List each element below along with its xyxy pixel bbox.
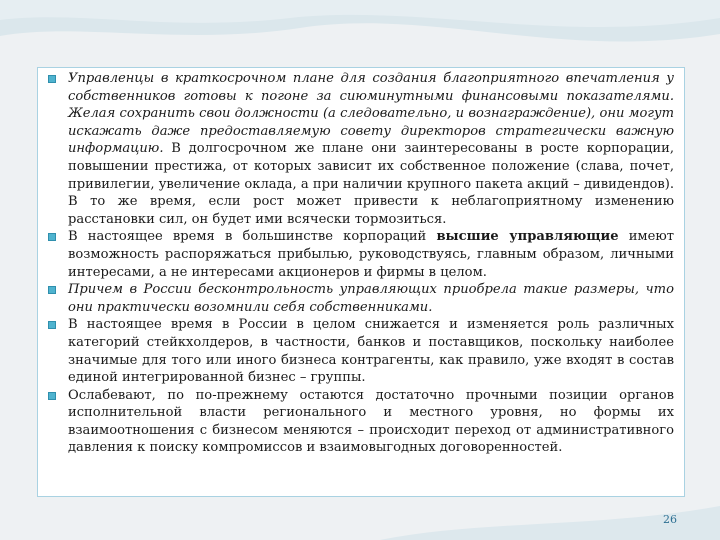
bullet-list: [48, 70, 674, 457]
square-bullet-icon: [48, 321, 56, 329]
bullet-item-top-managers: [48, 228, 674, 281]
bullet-text: имеют возможность распоряжаться прибылью, руководствуясь, главным образом, личными интересами, а не интересами акционеров и фирмы в целом.: [68, 229, 675, 280]
square-bullet-icon: [48, 233, 56, 241]
square-bullet-icon: [48, 392, 56, 400]
bullet-text: Ослабевают, по по-прежнему остаются достаточно прочными позиции органов исполнительной власти регионального и местного уровня, но формы их взаимоотношения с бизнесом меняются – происходит переход от административного давления к поиску компромиссов и взаимовыгодных договоренностей.: [68, 387, 674, 456]
square-bullet-icon: [48, 286, 56, 294]
bullet-item-stakeholders: [48, 316, 674, 386]
page-number: 26: [663, 513, 677, 526]
bullet-text: В настоящее время в России в целом снижается и изменяется роль различных категорий стейкхолдеров, в частности, банков и поставщиков, поскольку наиболее значимые для того или иного бизнеса контрагенты, как правило, уже входят в состав единой интегрированной бизнес – группы.: [68, 317, 674, 386]
bullet-text-italic: Причем в России бесконтрольность управляющих приобрела такие размеры, что они практически возомнили себя собственниками.: [68, 282, 674, 315]
square-bullet-icon: [48, 75, 56, 83]
bullet-text: В настоящее время в большинстве корпораций: [68, 229, 437, 245]
bullet-item-authorities: [48, 387, 674, 457]
bullet-text: В долгосрочном же плане они заинтересованы в росте корпорации, повышении престижа, от которых зависит их собственное положение (слава, почет, привилегии, увеличение оклада, а при наличии крупного пакета акций – дивидендов). В то же время, если рост может привести к неблагоприятному изменению расстановки сил, он будет ими всячески тормозиться.: [68, 141, 674, 227]
bullet-item-russia: [48, 281, 674, 316]
bullet-item-managers: [48, 70, 674, 228]
bullet-text-bold: высшие управляющие: [436, 229, 619, 245]
bullet-text-italic: Управленцы в краткосрочном плане для создания благоприятного впечатления у собственников готовы к погоне за сиюминутными финансовыми показателями. Желая сохранить свои должности (а следовательно, и вознаграждение), они могут искажать даже предоставляемую совету директоров стратегически важную информацию.: [68, 71, 674, 157]
